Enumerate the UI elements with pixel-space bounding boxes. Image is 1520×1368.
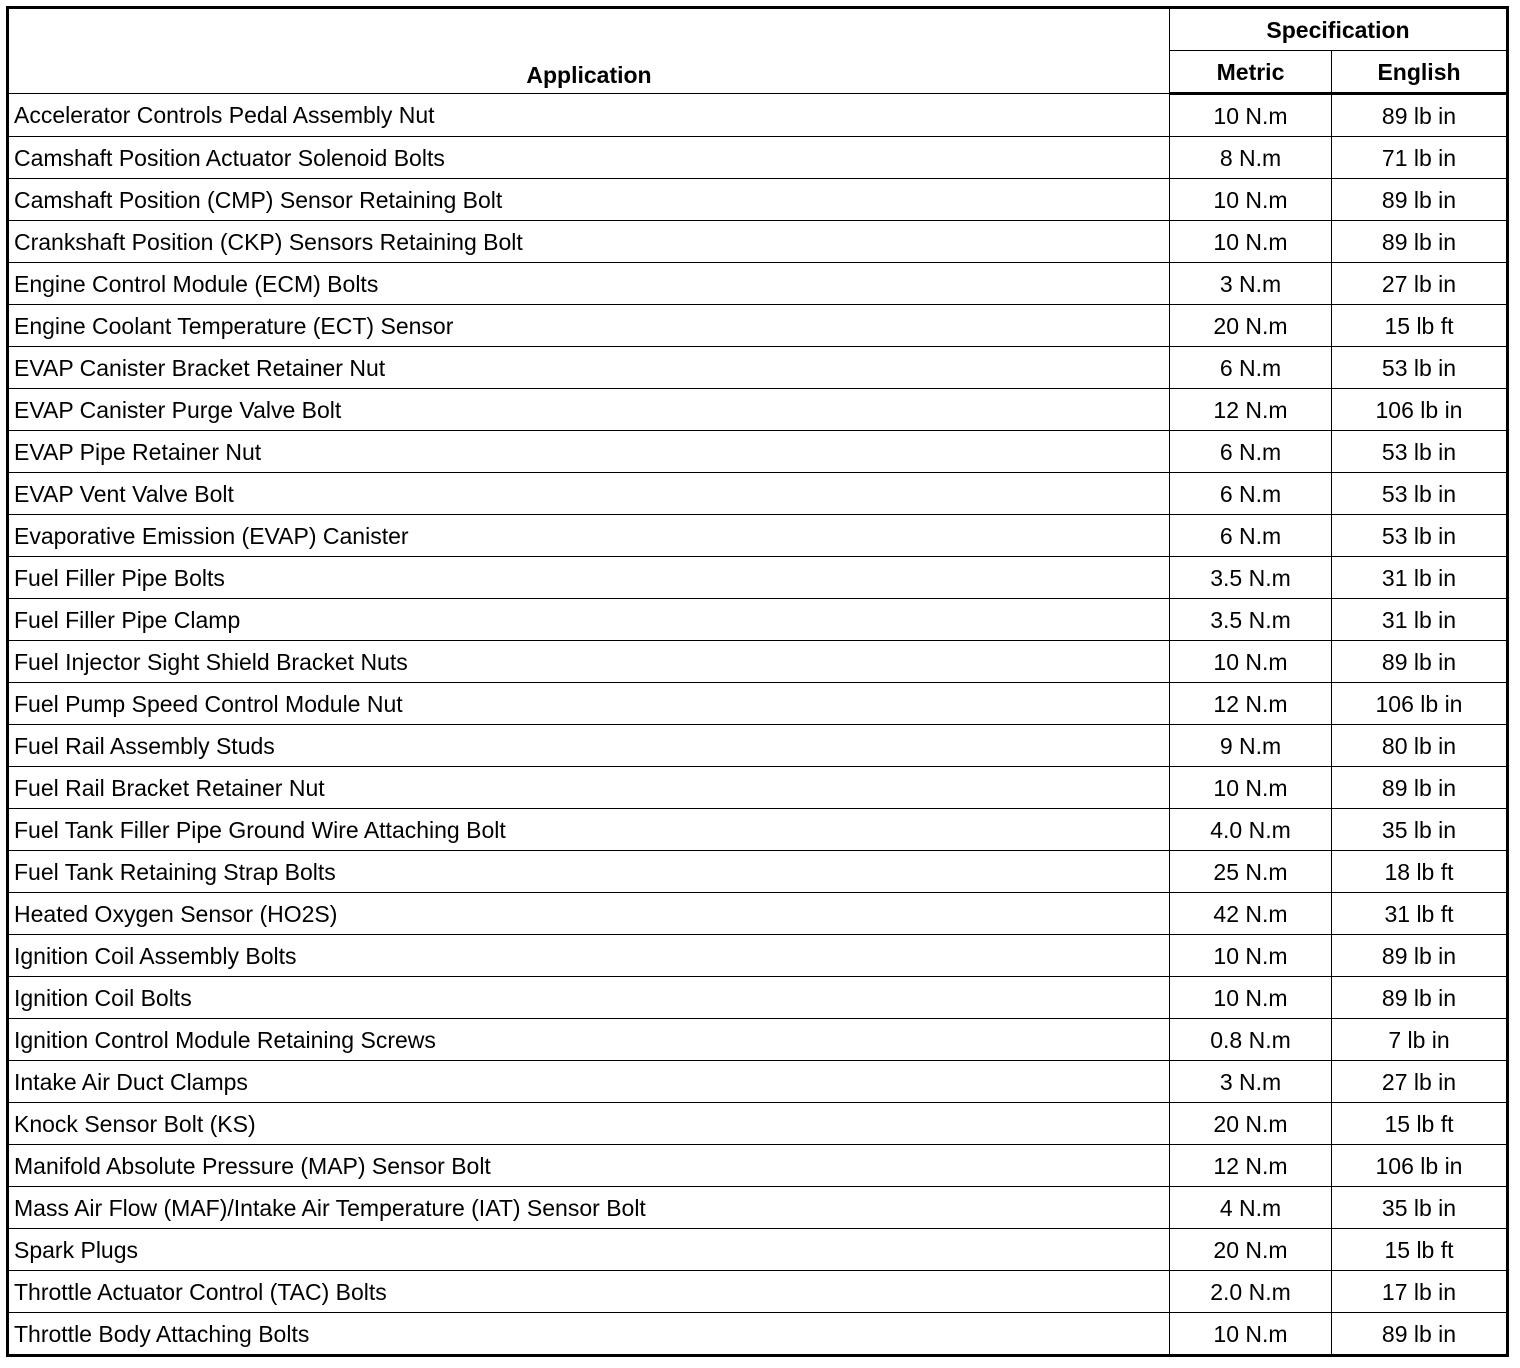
english-cell: 31 lb in bbox=[1332, 599, 1508, 641]
english-cell: 71 lb in bbox=[1332, 137, 1508, 179]
application-cell: Ignition Coil Bolts bbox=[8, 977, 1170, 1019]
application-cell: Throttle Actuator Control (TAC) Bolts bbox=[8, 1271, 1170, 1313]
application-cell: Throttle Body Attaching Bolts bbox=[8, 1313, 1170, 1356]
table-row bbox=[8, 557, 1508, 599]
table-row bbox=[8, 1061, 1508, 1103]
metric-cell: 10 N.m bbox=[1170, 977, 1332, 1019]
table-row bbox=[8, 1313, 1508, 1356]
english-cell: 53 lb in bbox=[1332, 347, 1508, 389]
application-cell: Mass Air Flow (MAF)/Intake Air Temperature (IAT) Sensor Bolt bbox=[8, 1187, 1170, 1229]
english-cell: 15 lb ft bbox=[1332, 305, 1508, 347]
english-cell: 89 lb in bbox=[1332, 767, 1508, 809]
metric-cell: 8 N.m bbox=[1170, 137, 1332, 179]
application-column-header: Application bbox=[8, 8, 1170, 94]
application-cell: Accelerator Controls Pedal Assembly Nut bbox=[8, 94, 1170, 137]
table-row bbox=[8, 221, 1508, 263]
english-cell: 7 lb in bbox=[1332, 1019, 1508, 1061]
english-cell: 106 lb in bbox=[1332, 1145, 1508, 1187]
metric-cell: 0.8 N.m bbox=[1170, 1019, 1332, 1061]
table-row bbox=[8, 977, 1508, 1019]
application-cell: Fuel Tank Filler Pipe Ground Wire Attaching Bolt bbox=[8, 809, 1170, 851]
english-cell: 35 lb in bbox=[1332, 1187, 1508, 1229]
english-cell: 89 lb in bbox=[1332, 935, 1508, 977]
metric-cell: 20 N.m bbox=[1170, 1229, 1332, 1271]
table-row bbox=[8, 935, 1508, 977]
application-cell: Camshaft Position (CMP) Sensor Retaining Bolt bbox=[8, 179, 1170, 221]
application-cell: Ignition Coil Assembly Bolts bbox=[8, 935, 1170, 977]
english-cell: 89 lb in bbox=[1332, 1313, 1508, 1356]
metric-cell: 9 N.m bbox=[1170, 725, 1332, 767]
table-row bbox=[8, 1019, 1508, 1061]
specification-group-header: Specification bbox=[1170, 8, 1508, 51]
table-row bbox=[8, 473, 1508, 515]
table-row bbox=[8, 1187, 1508, 1229]
english-cell: 31 lb ft bbox=[1332, 893, 1508, 935]
application-cell: Engine Coolant Temperature (ECT) Sensor bbox=[8, 305, 1170, 347]
metric-cell: 6 N.m bbox=[1170, 347, 1332, 389]
metric-cell: 12 N.m bbox=[1170, 1145, 1332, 1187]
application-cell: Heated Oxygen Sensor (HO2S) bbox=[8, 893, 1170, 935]
english-cell: 89 lb in bbox=[1332, 977, 1508, 1019]
application-cell: Fuel Filler Pipe Bolts bbox=[8, 557, 1170, 599]
table-row bbox=[8, 515, 1508, 557]
metric-cell: 3.5 N.m bbox=[1170, 557, 1332, 599]
english-cell: 89 lb in bbox=[1332, 94, 1508, 137]
english-cell: 27 lb in bbox=[1332, 1061, 1508, 1103]
metric-cell: 3 N.m bbox=[1170, 1061, 1332, 1103]
english-cell: 53 lb in bbox=[1332, 473, 1508, 515]
english-cell: 15 lb ft bbox=[1332, 1229, 1508, 1271]
metric-cell: 3.5 N.m bbox=[1170, 599, 1332, 641]
table-row bbox=[8, 809, 1508, 851]
english-cell: 106 lb in bbox=[1332, 389, 1508, 431]
english-cell: 89 lb in bbox=[1332, 641, 1508, 683]
application-cell: Fuel Tank Retaining Strap Bolts bbox=[8, 851, 1170, 893]
metric-cell: 25 N.m bbox=[1170, 851, 1332, 893]
application-cell: EVAP Canister Bracket Retainer Nut bbox=[8, 347, 1170, 389]
application-cell: Fuel Rail Bracket Retainer Nut bbox=[8, 767, 1170, 809]
table-row bbox=[8, 725, 1508, 767]
metric-cell: 6 N.m bbox=[1170, 515, 1332, 557]
table-row bbox=[8, 431, 1508, 473]
table-row bbox=[8, 1145, 1508, 1187]
metric-cell: 2.0 N.m bbox=[1170, 1271, 1332, 1313]
metric-cell: 6 N.m bbox=[1170, 473, 1332, 515]
metric-cell: 42 N.m bbox=[1170, 893, 1332, 935]
metric-cell: 20 N.m bbox=[1170, 305, 1332, 347]
table-row bbox=[8, 389, 1508, 431]
table-header bbox=[8, 8, 1508, 94]
metric-cell: 3 N.m bbox=[1170, 263, 1332, 305]
application-cell: EVAP Canister Purge Valve Bolt bbox=[8, 389, 1170, 431]
table-row bbox=[8, 347, 1508, 389]
table-row bbox=[8, 683, 1508, 725]
metric-column-header: Metric bbox=[1170, 51, 1332, 94]
english-cell: 89 lb in bbox=[1332, 179, 1508, 221]
application-cell: Engine Control Module (ECM) Bolts bbox=[8, 263, 1170, 305]
application-cell: Fuel Pump Speed Control Module Nut bbox=[8, 683, 1170, 725]
table-row bbox=[8, 893, 1508, 935]
metric-cell: 10 N.m bbox=[1170, 1313, 1332, 1356]
english-cell: 80 lb in bbox=[1332, 725, 1508, 767]
application-cell: Evaporative Emission (EVAP) Canister bbox=[8, 515, 1170, 557]
table-row bbox=[8, 851, 1508, 893]
metric-cell: 10 N.m bbox=[1170, 641, 1332, 683]
metric-cell: 10 N.m bbox=[1170, 767, 1332, 809]
metric-cell: 6 N.m bbox=[1170, 431, 1332, 473]
table-row bbox=[8, 94, 1508, 137]
application-cell: Camshaft Position Actuator Solenoid Bolts bbox=[8, 137, 1170, 179]
metric-cell: 10 N.m bbox=[1170, 179, 1332, 221]
table-row bbox=[8, 1103, 1508, 1145]
application-cell: Fuel Filler Pipe Clamp bbox=[8, 599, 1170, 641]
application-cell: Knock Sensor Bolt (KS) bbox=[8, 1103, 1170, 1145]
english-cell: 89 lb in bbox=[1332, 221, 1508, 263]
table-row bbox=[8, 137, 1508, 179]
metric-cell: 12 N.m bbox=[1170, 389, 1332, 431]
application-cell: Ignition Control Module Retaining Screws bbox=[8, 1019, 1170, 1061]
table-row bbox=[8, 599, 1508, 641]
application-cell: Intake Air Duct Clamps bbox=[8, 1061, 1170, 1103]
application-cell: Manifold Absolute Pressure (MAP) Sensor Bolt bbox=[8, 1145, 1170, 1187]
header-row-top bbox=[8, 8, 1508, 51]
metric-cell: 12 N.m bbox=[1170, 683, 1332, 725]
application-cell: Fuel Injector Sight Shield Bracket Nuts bbox=[8, 641, 1170, 683]
table-row bbox=[8, 305, 1508, 347]
application-cell: EVAP Vent Valve Bolt bbox=[8, 473, 1170, 515]
english-cell: 106 lb in bbox=[1332, 683, 1508, 725]
metric-cell: 4 N.m bbox=[1170, 1187, 1332, 1229]
table-body bbox=[8, 94, 1508, 1356]
metric-cell: 4.0 N.m bbox=[1170, 809, 1332, 851]
english-cell: 17 lb in bbox=[1332, 1271, 1508, 1313]
english-column-header: English bbox=[1332, 51, 1508, 94]
english-cell: 27 lb in bbox=[1332, 263, 1508, 305]
english-cell: 15 lb ft bbox=[1332, 1103, 1508, 1145]
table-row bbox=[8, 1271, 1508, 1313]
table-row bbox=[8, 1229, 1508, 1271]
english-cell: 53 lb in bbox=[1332, 515, 1508, 557]
application-cell: Crankshaft Position (CKP) Sensors Retaining Bolt bbox=[8, 221, 1170, 263]
metric-cell: 10 N.m bbox=[1170, 221, 1332, 263]
table-row bbox=[8, 641, 1508, 683]
metric-cell: 10 N.m bbox=[1170, 94, 1332, 137]
english-cell: 18 lb ft bbox=[1332, 851, 1508, 893]
english-cell: 35 lb in bbox=[1332, 809, 1508, 851]
english-cell: 53 lb in bbox=[1332, 431, 1508, 473]
application-cell: Fuel Rail Assembly Studs bbox=[8, 725, 1170, 767]
fastener-specification-table bbox=[6, 6, 1509, 1357]
application-cell: Spark Plugs bbox=[8, 1229, 1170, 1271]
application-cell: EVAP Pipe Retainer Nut bbox=[8, 431, 1170, 473]
metric-cell: 20 N.m bbox=[1170, 1103, 1332, 1145]
table-row bbox=[8, 767, 1508, 809]
english-cell: 31 lb in bbox=[1332, 557, 1508, 599]
metric-cell: 10 N.m bbox=[1170, 935, 1332, 977]
table-row bbox=[8, 263, 1508, 305]
table-row bbox=[8, 179, 1508, 221]
